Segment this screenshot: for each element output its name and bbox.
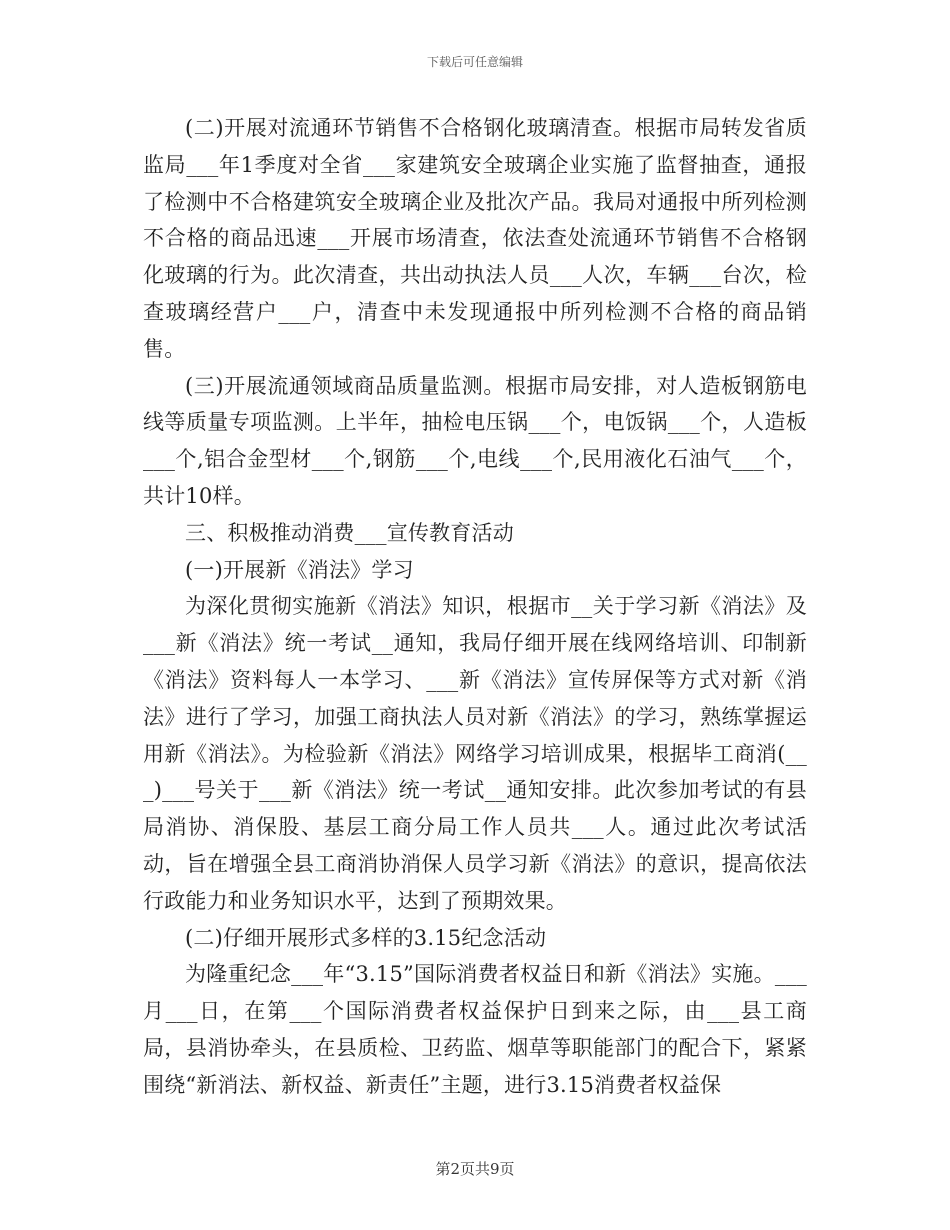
subsection-heading: (二)仔细开展形式多样的3.15纪念活动 <box>185 925 547 950</box>
paragraph: 为深化贯彻实施新《消法》知识，根据市__关于学习新《消法》及___新《消法》统一考试__通知，我局仔细开展在线网络培训、印制新《消法》资料每人一本学习、___新《消法》宣传屏保等方式对新《消法》进行了学习，加强工商执法人员对新《消法》的学习，熟练掌握运用新《消法》。为检验新《消法》网络学习培训成果，根据毕工商消(___)___号关于___新《消法》统一考试__通知安排。此次参加考试的有县局消协、消保股、基层工商分局工作人员共___人。通过此次考试活动，旨在增强全县工商消协消保人员学习新《消法》的意识，提高依法行政能力和业务知识水平，达到了预期效果。 <box>143 594 807 913</box>
page-header: 下载后可任意编辑 <box>426 55 523 69</box>
section-heading: 三、积极推动消费___宣传教育活动 <box>185 520 514 545</box>
paragraph: 为隆重纪念___年“3.15”国际消费者权益日和新《消法》实施。___月___日，在第___个国际消费者权益保护日到来之际，由___县工商局，县消协牵头，在县质检、卫药监、烟草等职能部门的配合下，紧紧围绕“新消法、新权益、新责任”主题，进行3.15消费者权益保 <box>143 962 807 1097</box>
document-body <box>143 110 807 1104</box>
paragraph: (二)开展对流通环节销售不合格钢化玻璃清查。根据市局转发省质监局___年1季度对全省___家建筑安全玻璃企业实施了监督抽查，通报了检测中不合格建筑安全玻璃企业及批次产品。我局对通报中所列检测不合格的商品迅速___开展市场清查，依法查处流通环节销售不合格钢化玻璃的行为。此次清查，共出动执法人员___人次，车辆___台次，检查玻璃经营户___户，清查中未发现通报中所列检测不合格的商品销售。 <box>143 116 807 361</box>
paragraph: (三)开展流通领域商品质量监测。根据市局安排，对人造板钢筋电线等质量专项监测。上半年，抽检电压锅___个，电饭锅___个，人造板___个,铝合金型材___个,钢筋___个,电线___个,民用液化石油气___个，共计10样。 <box>143 373 807 508</box>
subsection-heading: (一)开展新《消法》学习 <box>185 557 414 582</box>
page-footer: 第2页共9页 <box>435 1160 515 1178</box>
